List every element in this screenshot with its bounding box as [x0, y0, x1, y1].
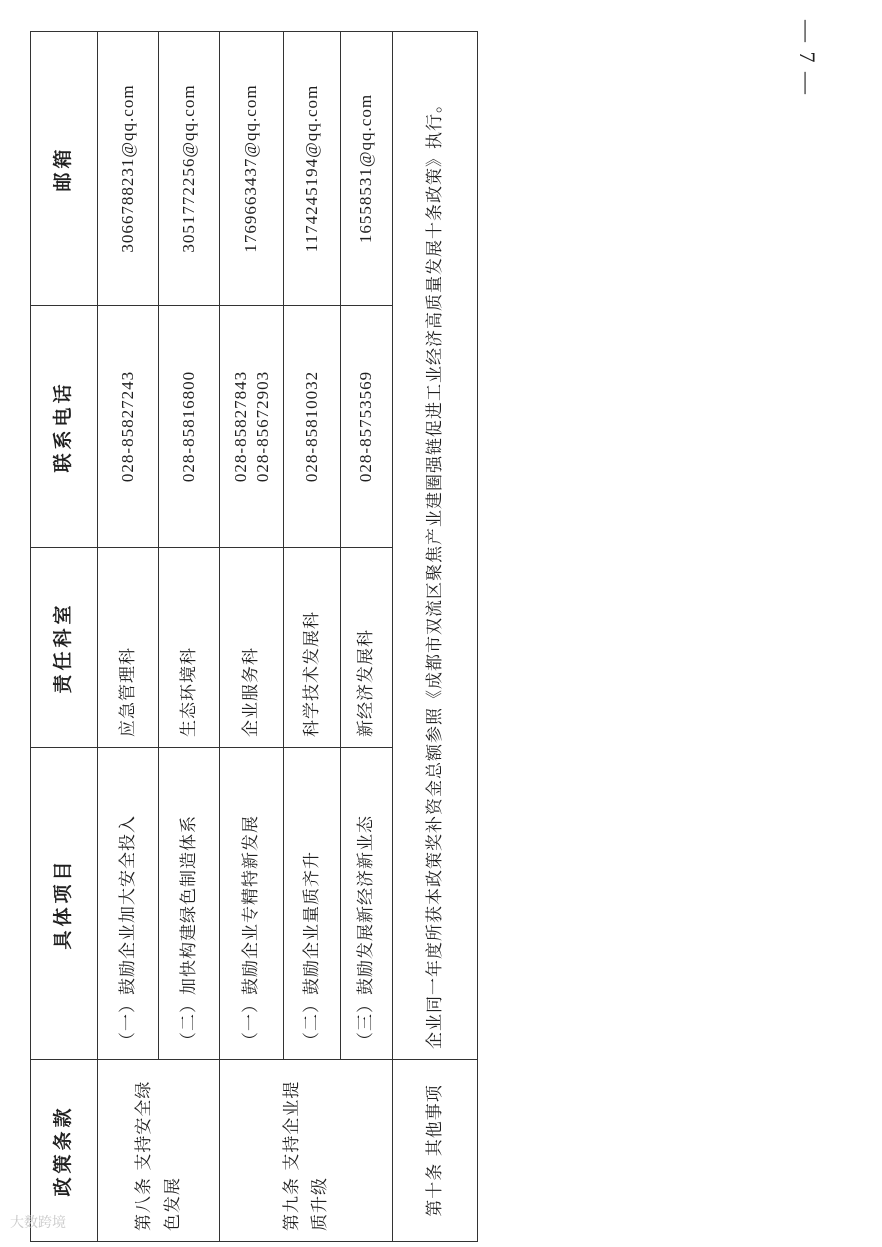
clause-cell: 第九条 支持企业提质升级 [220, 1060, 393, 1242]
email-cell: 1174245194@qq.com [284, 32, 341, 306]
department-cell: 科学技术发展科 [284, 548, 341, 748]
phone-number: 028-85672903 [252, 370, 272, 483]
department-cell: 新经济发展科 [341, 548, 393, 748]
phone-cell: 028-85753569 [341, 306, 393, 548]
table-row [393, 32, 478, 1242]
clause-cell: 第十条 其他事项 [393, 1060, 478, 1242]
project-cell: （一）鼓励企业专精特新发展 [220, 748, 284, 1060]
page-number: — 7 — [795, 20, 820, 96]
watermark: 大数跨境 [10, 1215, 66, 1231]
department-cell: 生态环境科 [159, 548, 220, 748]
project-cell: （三）鼓励发展新经济新业态 [341, 748, 393, 1060]
policy-table [30, 31, 478, 1242]
header-row [31, 32, 98, 1242]
table-row [98, 32, 159, 1242]
clause-cell: 第八条 支持安全绿色发展 [98, 1060, 220, 1242]
email-cell: 3066788231@qq.com [98, 32, 159, 306]
table-row [220, 32, 284, 1242]
department-cell: 企业服务科 [220, 548, 284, 748]
header-phone: 联系电话 [31, 306, 98, 548]
email-cell: 16558531@qq.com [341, 32, 393, 306]
phone-cell [220, 306, 284, 548]
email-cell: 3051772256@qq.com [159, 32, 220, 306]
department-cell: 应急管理科 [98, 548, 159, 748]
phone-cell: 028-85816800 [159, 306, 220, 548]
header-email: 邮箱 [31, 32, 98, 306]
phone-number: 028-85827843 [231, 370, 251, 483]
email-cell: 1769663437@qq.com [220, 32, 284, 306]
policy-table-rotated [30, 32, 478, 1242]
phone-cell: 028-85827243 [98, 306, 159, 548]
header-project: 具体项目 [31, 748, 98, 1060]
other-text-cell: 企业同一年度所获本政策奖补资金总额参照《成都市双流区聚焦产业建圈强链促进工业经济高质量发展十条政策》执行。 [393, 32, 478, 1060]
header-clause: 政策条款 [31, 1060, 98, 1242]
project-cell: （二）鼓励企业量质齐升 [284, 748, 341, 1060]
project-cell: （一）鼓励企业加大安全投入 [98, 748, 159, 1060]
project-cell: （二）加快构建绿色制造体系 [159, 748, 220, 1060]
phone-cell: 028-85810032 [284, 306, 341, 548]
header-department: 责任科室 [31, 548, 98, 748]
